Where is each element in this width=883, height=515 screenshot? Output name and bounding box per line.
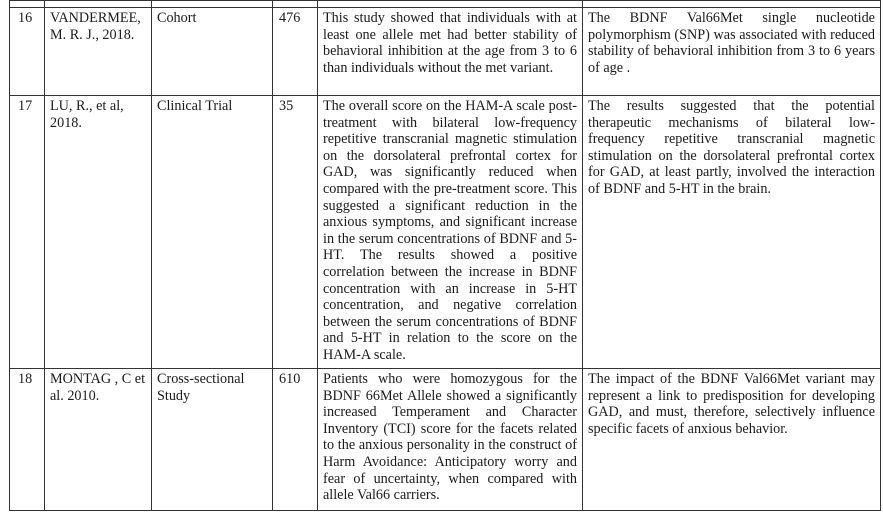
conclusion-cell: The BDNF Val66Met single nucleotide polymorphism (SNP) was associated with reduced stability of behavioral inhibition from 3 to 6 years of age .: [583, 8, 881, 96]
author-cell: MONTAG , C et al. 2010.: [45, 369, 152, 511]
design-cell: Cross-sectional Study: [152, 369, 273, 511]
row-number: 18: [10, 369, 45, 511]
conclusion-cell: The results suggested that the potential therapeutic mechanisms of bilateral low-frequency repetitive transcranial magnetic stimulation on the dorsolateral prefrontal cortex for GAD, at least partly, involved the interaction of BDNF and 5-HT in the brain.: [583, 96, 881, 369]
author-cell: LU, R., et al, 2018.: [45, 96, 152, 369]
study-table: [9, 0, 881, 511]
row-number: 16: [10, 8, 45, 96]
design-cell: Cohort: [152, 8, 273, 96]
row-number: 17: [10, 96, 45, 369]
findings-cell: Patients who were homozygous for the BDNF 66Met Allele showed a significantly increased Temperament and Character Inventory (TCI) score for the facets related to the anxious personality in the construct of Harm Avoidance: Anticipatory worry and fear of uncertainty, when compared with allele Val66 carriers.: [318, 369, 583, 511]
author-cell: VANDERMEE, M. R. J., 2018.: [45, 8, 152, 96]
table-row: [10, 369, 881, 511]
table-row: [10, 8, 881, 96]
findings-cell: This study showed that individuals with at least one allele met had better stability of behavioral inhibition at the age from 3 to 6 than individuals without the met variant.: [318, 8, 583, 96]
findings-cell: The overall score on the HAM-A scale post-treatment with bilateral low-frequency repetitive transcranial magnetic stimulation on the dorsolateral prefrontal cortex for GAD, was significantly reduced when compared with the pre-treatment score. This suggested a significant reduction in the anxious symptoms, and significant increase in the serum concentrations of BDNF and 5-HT. The results showed a positive correlation between the increase in BDNF concentration with an increase in 5-HT concentration, and negative correlation between the serum concentrations of BDNF and 5-HT in relation to the score on the HAM-A scale.: [318, 96, 583, 369]
sample-size-cell: 476: [273, 8, 318, 96]
sample-size-cell: 610: [273, 369, 318, 511]
table-row: [10, 96, 881, 369]
design-cell: Clinical Trial: [152, 96, 273, 369]
sample-size-cell: 35: [273, 96, 318, 369]
table-top-strip: [10, 1, 881, 8]
conclusion-cell: The impact of the BDNF Val66Met variant may represent a link to predisposition for developing GAD, and must, therefore, selectively influence specific facets of anxious behavior.: [583, 369, 881, 511]
